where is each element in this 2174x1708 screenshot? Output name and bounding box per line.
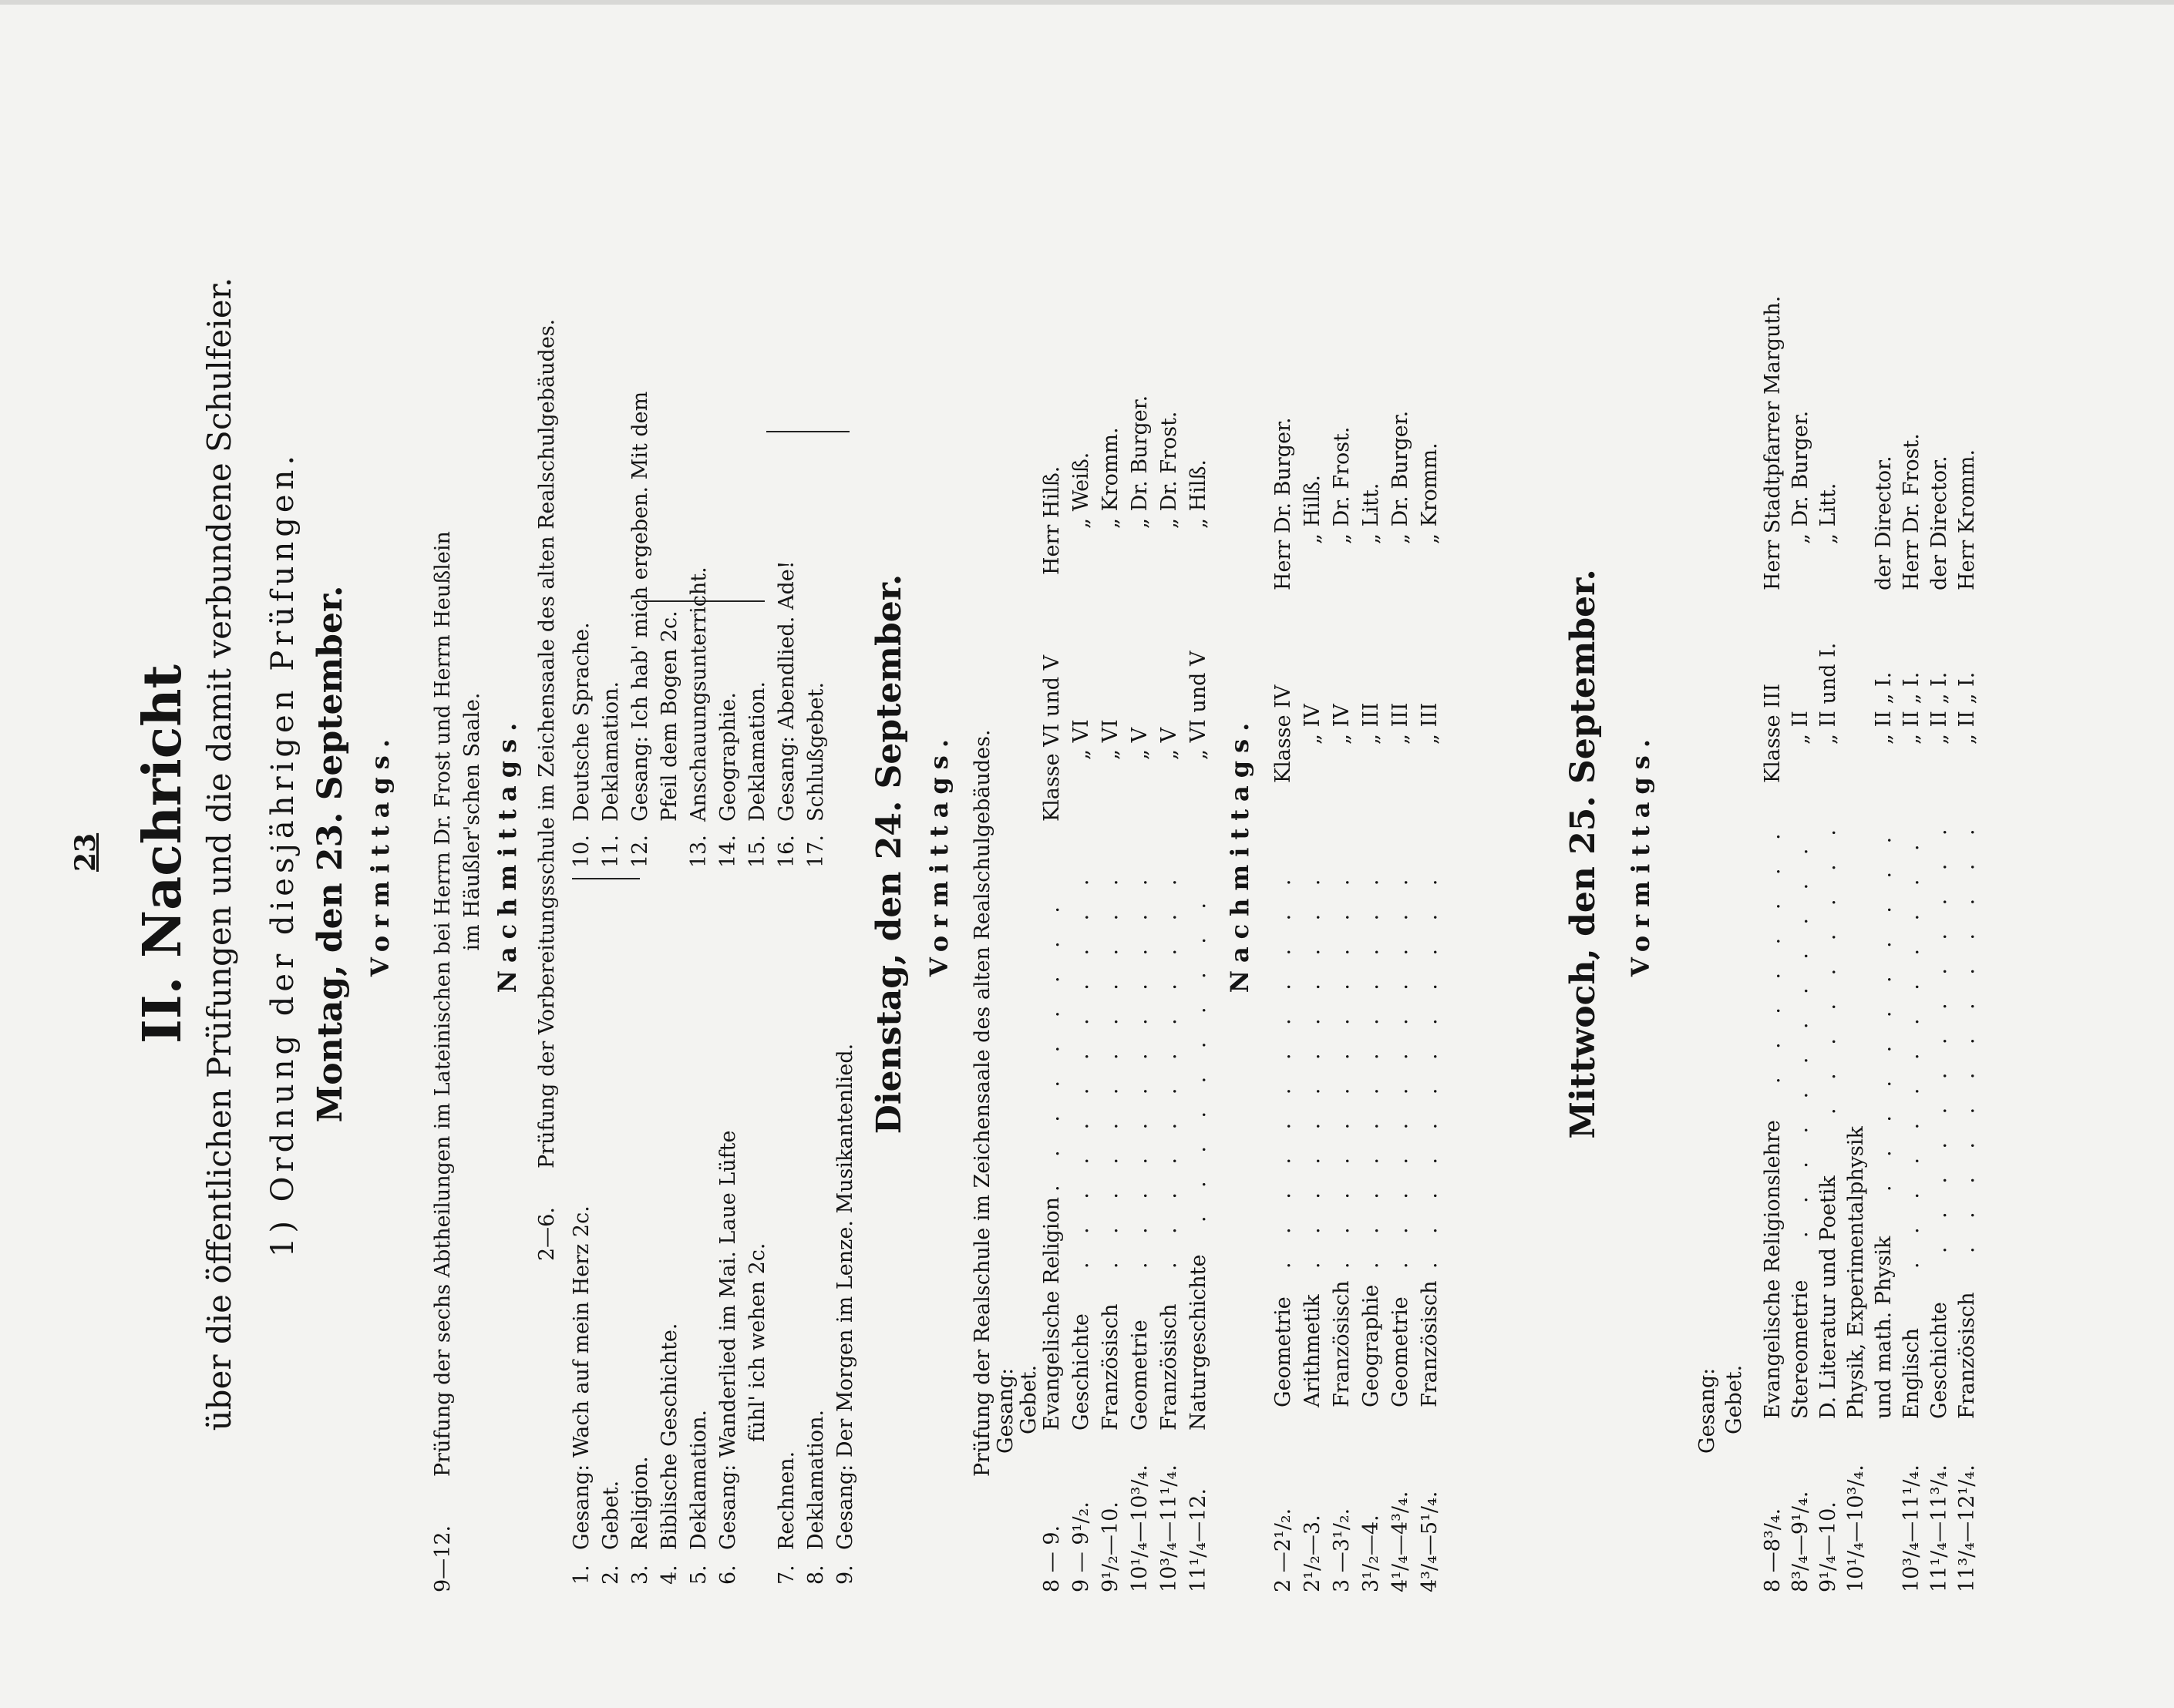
program-item: Pfeil dem Bogen 2c. (658, 610, 681, 822)
tuesday-heading: Dienstag, den 24. September. (870, 573, 909, 1135)
row-teacher: „ Hilß. (1186, 459, 1210, 529)
monday-nachmittags-time: 2—6. (535, 1207, 559, 1261)
wednesday-gebet: Gebet. (1722, 1364, 1746, 1434)
row-subject: Arithmetik (1301, 1294, 1324, 1407)
program-number: 4. (658, 1565, 681, 1585)
row-subject: Geometrie (1128, 1320, 1152, 1431)
program-item: Geographie. (716, 692, 740, 822)
program-item: Biblische Geschichte. (658, 1323, 681, 1550)
program-item: Schlußgebet. (804, 681, 828, 822)
program-divider (572, 878, 640, 879)
program-number: 17. (804, 835, 828, 868)
row-klasse: „ III (1418, 702, 1442, 745)
row-time: 2 —2¹/₂. (1271, 1508, 1295, 1592)
program-number: 8. (804, 1565, 828, 1585)
row-subject: Geometrie (1388, 1296, 1412, 1407)
program-number: 10. (570, 835, 594, 868)
program-number: 14. (716, 835, 740, 868)
tuesday-gebet: Gebet. (1017, 1364, 1041, 1434)
row-subject: Evangelische Religion (1040, 1196, 1064, 1431)
row-klasse: „ VI (1069, 719, 1093, 760)
row-subject: Geschichte (1927, 1302, 1951, 1419)
program-item: Deutsche Sprache. (570, 622, 594, 822)
page-title: II. Nachricht (132, 664, 194, 1044)
row-teacher: „ Litt. (1816, 482, 1840, 544)
row-klasse: „ V (1128, 727, 1152, 760)
program-number: 1. (570, 1565, 594, 1585)
row-klasse: „ IV (1301, 704, 1324, 745)
monday-vormittags-text: Prüfung der sechs Abtheilungen im Lateinischen bei Herrn Dr. Frost und Herrn Heußlein (431, 531, 455, 1477)
row-time: 9¹/₄—10. (1816, 1501, 1840, 1592)
row-klasse: Klasse III (1761, 683, 1785, 783)
row-subject: Französisch (1418, 1280, 1442, 1407)
wednesday-heading: Mittwoch, den 25. September. (1563, 569, 1603, 1139)
row-teacher: Herr Dr. Frost. (1900, 433, 1923, 590)
row-klasse: „ II „ I. (1900, 671, 1923, 745)
monday-vormittags-text2: im Häußler'schen Saale. (460, 692, 484, 951)
row-klasse: „ IV (1330, 704, 1354, 745)
program-item: Gesang: Der Morgen im Lenze. Musikantenlied. (833, 1043, 857, 1550)
row-time: 10¹/₄—10³/₄. (1128, 1464, 1152, 1592)
row-subject: Französisch (1955, 1292, 1979, 1419)
row-subject: Naturgeschichte (1186, 1254, 1210, 1431)
row-klasse: „ III (1359, 702, 1383, 745)
row-time: 3¹/₂—4. (1359, 1515, 1383, 1592)
row-klasse: „ V (1157, 727, 1181, 760)
row-teacher: der Director. (1872, 456, 1896, 590)
program-item: Gebet. (599, 1480, 623, 1550)
row-time: 4¹/₄—4³/₄. (1388, 1491, 1412, 1592)
program-item: Gesang: Abendlied. Ade! (775, 560, 799, 822)
row-subject: Französisch (1157, 1303, 1181, 1431)
row-teacher: Herr Kromm. (1955, 449, 1979, 590)
program-divider (766, 431, 850, 432)
row-teacher: „ Hilß. (1301, 474, 1324, 544)
row-time: 4³/₄—5¹/₄. (1418, 1491, 1442, 1592)
program-item: fühl' ich wehen 2c. (745, 1242, 769, 1442)
wednesday-vormittags-label: Vormittags. (1626, 731, 1655, 977)
row-time: 8³/₄—9¹/₄. (1789, 1491, 1812, 1592)
program-number: 7. (775, 1565, 799, 1585)
row-teacher: Herr Stadtpfarrer Marguth. (1761, 295, 1785, 590)
row-subject: Französisch (1099, 1303, 1122, 1431)
row-teacher: „ Dr. Burger. (1128, 395, 1152, 529)
row-time: 3 —3¹/₂. (1330, 1508, 1354, 1592)
row-time: 11³/₄—12¹/₄. (1955, 1464, 1979, 1592)
program-number: 11. (599, 835, 623, 868)
row-subject: Geometrie (1271, 1296, 1295, 1407)
row-klasse: „ II und I. (1816, 642, 1840, 745)
row-teacher: der Director. (1927, 456, 1951, 590)
program-number: 15. (745, 835, 769, 868)
row-time: 9¹/₂—10. (1099, 1501, 1122, 1592)
program-number: 13. (687, 835, 711, 868)
row-subject: und math. Physik (1872, 1236, 1896, 1419)
row-subject: Französisch (1330, 1280, 1354, 1407)
program-item: Deklamation. (599, 681, 623, 822)
row-subject: Geschichte (1069, 1313, 1093, 1431)
section-heading: 1) Ordnung der diesjährigen Prüfungen. (265, 450, 301, 1258)
page-number: 23 (69, 832, 102, 872)
row-teacher: „ Kromm. (1099, 427, 1122, 529)
tuesday-gesang: Gesang: (994, 1367, 1018, 1454)
program-item: Gesang: Ich hab' mich ergeben. Mit dem (628, 391, 652, 822)
row-klasse: „ VI und V (1186, 651, 1210, 760)
row-subject: Physik, Experimentalphysik (1844, 1126, 1868, 1419)
row-time: 10³/₄—11¹/₄. (1900, 1464, 1923, 1592)
row-klasse: Klasse VI und V (1040, 654, 1064, 822)
row-klasse: „ II „ I. (1955, 671, 1979, 745)
row-teacher: „ Dr. Burger. (1789, 410, 1812, 544)
row-klasse: „ II „ I. (1927, 671, 1951, 745)
program-item: Deklamation. (745, 681, 769, 822)
program-number: 9. (833, 1565, 857, 1585)
wednesday-gesang: Gesang: (1695, 1367, 1719, 1454)
row-time: 10³/₄—11¹/₄. (1157, 1464, 1181, 1592)
row-teacher: Herr Dr. Burger. (1271, 417, 1295, 590)
program-item: Religion. (628, 1456, 652, 1550)
row-time: 8 — 9. (1040, 1525, 1064, 1592)
row-teacher: Herr Hilß. (1040, 466, 1064, 575)
row-teacher: „ Weiß. (1069, 452, 1093, 529)
monday-nachmittags-text: Prüfung der Vorbereitungsschule im Zeichensaale des alten Realschulgebäudes. (535, 318, 559, 1168)
row-time: 10¹/₄—10³/₄. (1844, 1464, 1868, 1592)
row-teacher: „ Dr. Frost. (1330, 426, 1354, 544)
monday-nachmittags-label: Nachmittags. (493, 714, 522, 994)
program-item: Deklamation. (804, 1409, 828, 1550)
row-time: 11¹/₄—11³/₄. (1927, 1464, 1951, 1592)
program-item: Gesang: Wanderlied im Mai. Laue Lüfte (716, 1130, 740, 1550)
row-subject: Englisch (1900, 1327, 1923, 1419)
row-time: 11¹/₄—12. (1186, 1488, 1210, 1592)
row-klasse: „ II „ I. (1872, 671, 1896, 745)
row-time: 8 —8³/₄. (1761, 1508, 1785, 1592)
row-subject: Stereometrie (1789, 1279, 1812, 1419)
monday-heading: Montag, den 23. September. (311, 585, 350, 1123)
row-teacher: „ Litt. (1359, 482, 1383, 544)
program-number: 3. (628, 1565, 652, 1585)
row-teacher: „ Dr. Burger. (1388, 410, 1412, 544)
monday-vormittags-time: 9—12. (431, 1525, 455, 1592)
row-subject: Evangelische Religionslehre (1761, 1120, 1785, 1419)
row-teacher: „ Kromm. (1418, 442, 1442, 544)
row-time: 9 — 9¹/₂. (1069, 1501, 1093, 1592)
program-item: Rechnen. (775, 1451, 799, 1550)
program-number: 5. (687, 1565, 711, 1585)
page-subtitle: über die öffentlichen Prüfungen und die damit verbundene Schulfeier. (200, 277, 238, 1431)
row-time: 2¹/₂—3. (1301, 1515, 1324, 1592)
row-klasse: „ VI (1099, 719, 1122, 760)
row-klasse: „ II (1789, 711, 1812, 745)
program-number: 16. (775, 835, 799, 868)
row-klasse: Klasse IV (1271, 684, 1295, 783)
program-number: 2. (599, 1565, 623, 1585)
row-subject: Geographie (1359, 1284, 1383, 1407)
tuesday-intro: Prüfung der Realschule im Zeichensaale des alten Realschulgebäudes. (971, 729, 994, 1477)
program-number: 6. (716, 1565, 740, 1585)
row-subject: D. Literatur und Poetik (1816, 1175, 1840, 1419)
tuesday-nachmittags-label: Nachmittags. (1225, 714, 1254, 994)
rotated-page: 23 II. Nachricht über die öffentlichen Prüfungen und die damit verbundene Schulfeier. 1) Ordnung der diesjährigen Prüfungen. Montag, den 23. September. Vormittags. 9—12. Prüfung der sechs Abtheilungen im Lateinischen bei Herrn Dr. Frost und Herrn Heußlein im Häußler'schen Saale. Nachmittags. 2—6. Prüfung der Vorbereitungsschule im Zeichensaale des alten Realschulgebäudes. 1. Gesang: Wach auf mein Herz 2c. 2. Gebet. 3. Religion. 4. Biblische Geschichte. 5. Deklamation. 6. Gesang: Wanderlied im Mai. Laue Lüfte fühl' ich wehen 2c. 7. Rechnen. 8. Deklamation. 9. Gesang: Der Morgen im Lenze. Musikantenlied. 10. Deutsche Sprache. 11. Deklamation. 12. Gesang: Ich hab' mich ergeben. Mit dem Pfeil dem Bogen 2c. 13. Anschauungsunterricht. 14. Geographie. 15. Deklamation. 16. Gesang: Abendlied. Ade! 17. Schlußgebet. Dienstag, den 24. September. Vormittags. Prüfung der Realschule im Zeichensaale des alten Realschulgebäudes. Gesang: Gebet. 8 — 9. Evangelische Religion . . . . . . . . . Klasse VI und V Herr Hilß. 9 — 9¹/₂. Geschichte . . . . . . . . . . . . „ VI „ Weiß. 9¹/₂—10. Französisch . . . . . . . . . . . . „ VI „ Kromm. 10¹/₄—10³/₄. Geometrie . . . . . . . . . . . . „ V „ Dr. Burger. 10³/₄—11¹/₄. Französisch . . . . . . . . . . . . „ V „ Dr. Frost. 11¹/₄—12. Naturgeschichte . . . . . . . . . . „ VI und V „ Hilß. Nachmittags. 2 —2¹/₂. Geometrie . . . . . . . . . . . . Klasse IV Herr Dr. Burger. 2¹/₂—3. Arithmetik . . . . . . . . . . . . „ IV „ Hilß. 3 —3¹/₂. Französisch . . . . . . . . . . . . „ IV „ Dr. Frost. 3¹/₂—4. Geographie . . . . . . . . . . . . „ III „ Litt. 4¹/₄—4³/₄. Geometrie . . . . . . . . . . . . „ III „ Dr. Burger. 4³/₄—5¹/₄. Französisch . . . . . . . . . . . . „ III „ Kromm. Mittwoch, den 25. September. Vormittags. Gesang: Gebet. 8 —8³/₄. Evangelische Religionslehre . . . . . . . . Klasse III Herr Stadtpfarrer Marguth. 8³/₄—9¹/₄. Stereometrie . . . . . . . . . . . . „ II „ Dr. Burger. 9¹/₄—10. D. Literatur und Poetik . . . . . . . . . „ II und I. „ Litt. 10¹/₄—10³/₄. Physik, Experimentalphysik und math. Physik . . . . . . . . . . . „ II „ I. der Director. 10³/₄—11¹/₄. Englisch . . . . . . . . . . . . . „ II „ I. Herr Dr. Frost. 11¹/₄—11³/₄. Geschichte . . . . . . . . . . . . . „ II „ I. der Director. 11³/₄—12¹/₄. Französisch . . . . . . . . . . . . . „ II „ I. Herr Kromm. (0, 0, 2174, 1708)
row-klasse: „ III (1388, 702, 1412, 745)
program-item: Gesang: Wach auf mein Herz 2c. (570, 1205, 594, 1550)
row-teacher: „ Dr. Frost. (1157, 411, 1181, 529)
program-item: Deklamation. (687, 1409, 711, 1550)
monday-vormittags-label: Vormittags. (365, 731, 395, 977)
program-item: Anschauungsunterricht. (687, 567, 711, 822)
tuesday-vormittags-label: Vormittags. (924, 731, 954, 977)
program-number: 12. (628, 835, 652, 868)
